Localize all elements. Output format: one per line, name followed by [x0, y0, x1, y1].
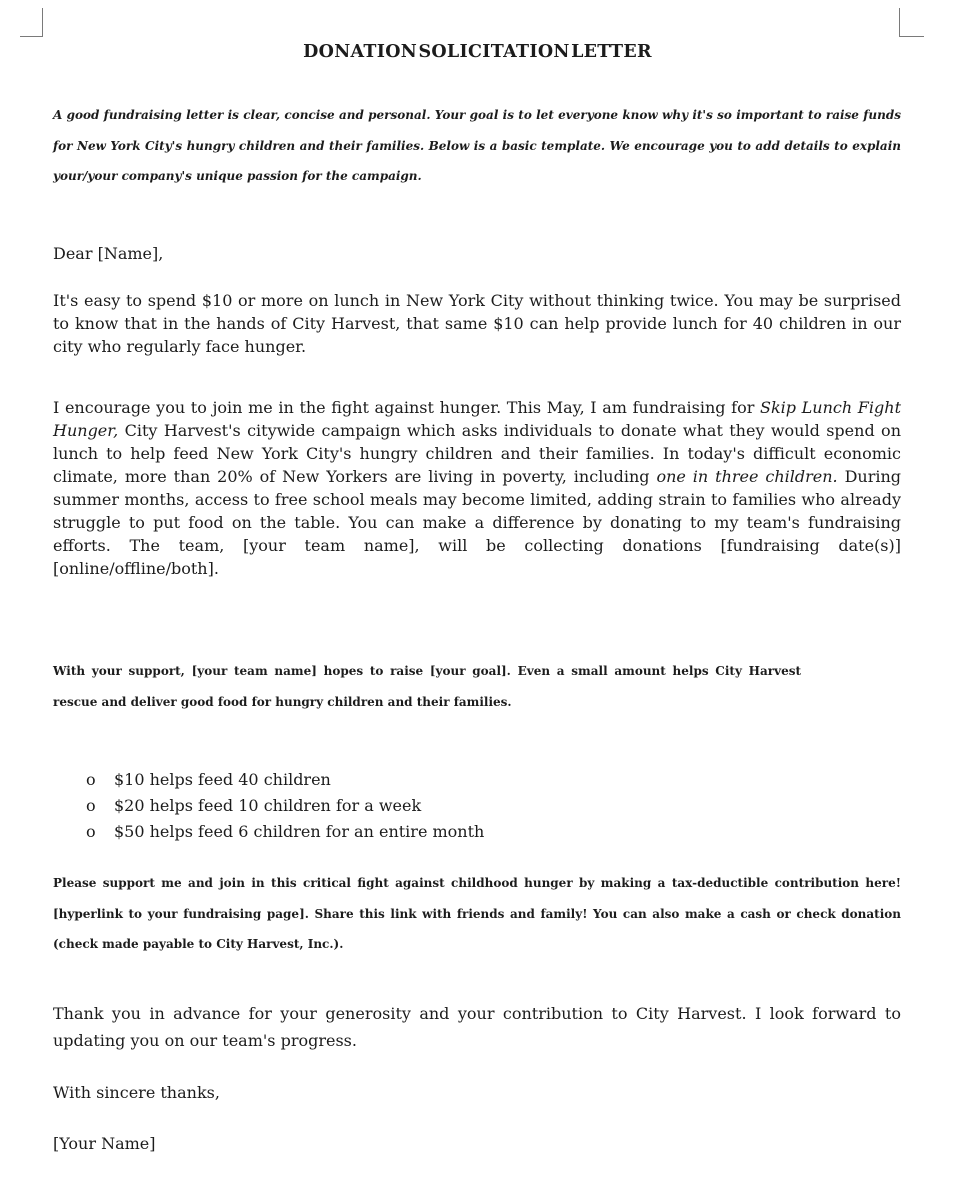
crop-mark-top-left-vertical	[42, 8, 43, 37]
paragraph-2-text: City Harvest's citywide campaign which asks individuals to donate what they would	[118, 421, 827, 440]
paragraph-4: Please support me and join in this critical fight against childhood hunger by making a tax-deductible contribution here! [hyperlink to your fundraising page]. Share this link with friends and family! You can also make a cash or check donation (check made payable to City Harvest, Inc.).	[53, 876, 901, 951]
campaign-name: Skip Lunch Fight Hunger,	[53, 398, 901, 440]
crop-mark-top-right-vertical	[899, 8, 900, 37]
document-title: DONATION SOLICITATION LETTER	[303, 42, 652, 62]
paragraph-2	[53, 396, 901, 580]
list-item	[86, 819, 484, 845]
paragraph-5: Thank you in advance for your generosity and your contribution to City Harvest. I look forward to updating you on our team's progress.	[53, 1004, 901, 1050]
signature: [Your Name]	[53, 1134, 156, 1153]
paragraph-2-text: spend on lunch to help feed New York City's hungry children and their families. In today's difficult economic climate, more than 20% of New Yorkers are living in poverty, including	[53, 421, 901, 486]
emphasis-text: one in three children.	[656, 467, 838, 486]
paragraph-2-text: During summer months, access to free school meals may become limited, adding strain to families who already struggle to put food on the table. You can make a difference by donating to my team's fundraising efforts. The team, [your team name], will be collecting donations [fundraising date(s)] [online/offline/both].	[53, 467, 902, 578]
paragraph-2-text: I encourage you to join me in the fight against hunger. This May, I am fundraising for	[53, 398, 761, 417]
list-item	[86, 767, 484, 793]
bullet-icon: o	[86, 796, 96, 815]
sign-off: With sincere thanks,	[53, 1083, 220, 1102]
donation-impact-list	[86, 767, 484, 845]
intro-paragraph: A good fundraising letter is clear, concise and personal. Your goal is to let everyone know why it's so important to raise funds for New York City's hungry children and their families. Below is a basic template. We encourage you to add details to explain your/your company's unique passion for the campaign.	[53, 108, 901, 183]
bullet-icon: o	[86, 770, 96, 789]
bullet-text: $50 helps feed 6 children for an entire month	[114, 822, 485, 841]
paragraph-1: It's easy to spend $10 or more on lunch in New York City without thinking twice. You may be surprised to know that in the hands of City Harvest, that same $10 can help provide lunch for 40 children in our city who regularly face hunger.	[53, 291, 901, 356]
list-item	[86, 793, 484, 819]
bullet-text: $10 helps feed 40 children	[114, 770, 331, 789]
bullet-text: $20 helps feed 10 children for a week	[114, 796, 422, 815]
crop-mark-top-left	[20, 36, 42, 37]
salutation: Dear [Name],	[53, 244, 164, 263]
paragraph-3: With your support, [your team name] hopes to raise [your goal]. Even a small amount helps City Harvest rescue and deliver good food for hungry children and their families.	[53, 664, 801, 709]
crop-mark-top-right	[900, 36, 924, 37]
bullet-icon: o	[86, 822, 96, 841]
